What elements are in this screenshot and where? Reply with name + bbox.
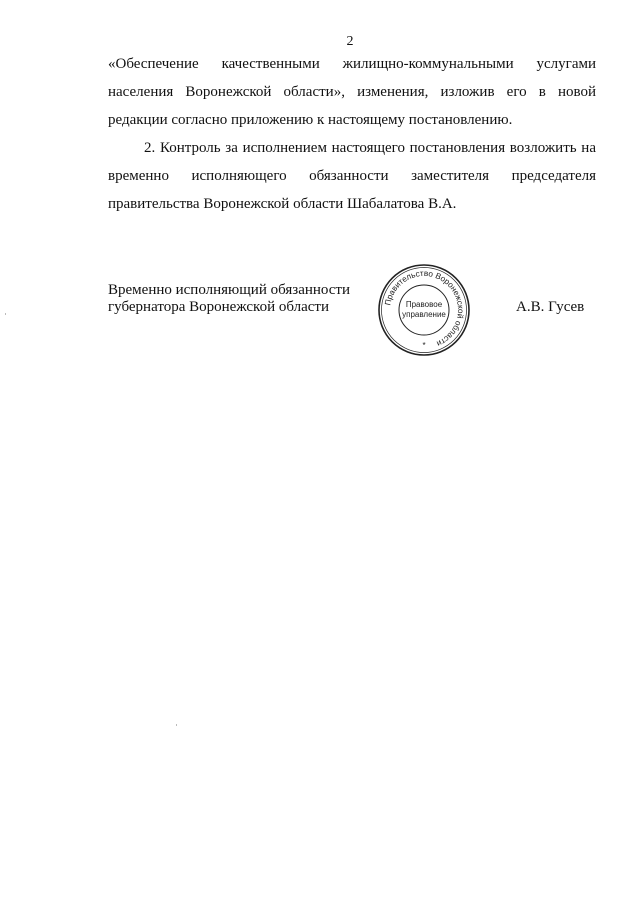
official-seal-stamp [376,262,472,358]
signer-position-line-1: Временно исполняющий обязанности [108,282,351,298]
paragraph-1-line-1: «Обеспечение качественными жилищно-коммунальными услугами [108,56,596,72]
seal-center-line-2: управление [402,310,446,319]
paragraph-1 [108,50,596,134]
signer-position-line-2: губернатора Воронежской области [108,299,329,315]
paragraph-2-line-3: правительства Воронежской области Шабалатова В.А. [108,196,457,212]
page-number: 2 [346,34,354,49]
paragraph-2-line-2: временно исполняющего обязанности заместителя председателя [108,168,596,184]
seal-center-line-1: Правовое [405,300,443,309]
paragraph-2-line-1: 2. Контроль за исполнением настоящего постановления возложить на [144,140,596,156]
paragraph-1-line-3: редакции согласно приложению к настоящему постановлению. [108,112,513,128]
scan-speck [176,724,177,726]
document-body [108,50,596,218]
signer-name: А.В. Гусев [516,299,585,315]
paragraph-2 [108,134,596,218]
scan-speck [5,313,6,315]
paragraph-1-line-2: населения Воронежской области», изменения, изложив его в новой [108,84,596,100]
seal-star-icon: * [422,341,426,350]
seal-ring-text: Правительство Воронежской области [383,268,466,349]
signer-position [108,282,350,316]
